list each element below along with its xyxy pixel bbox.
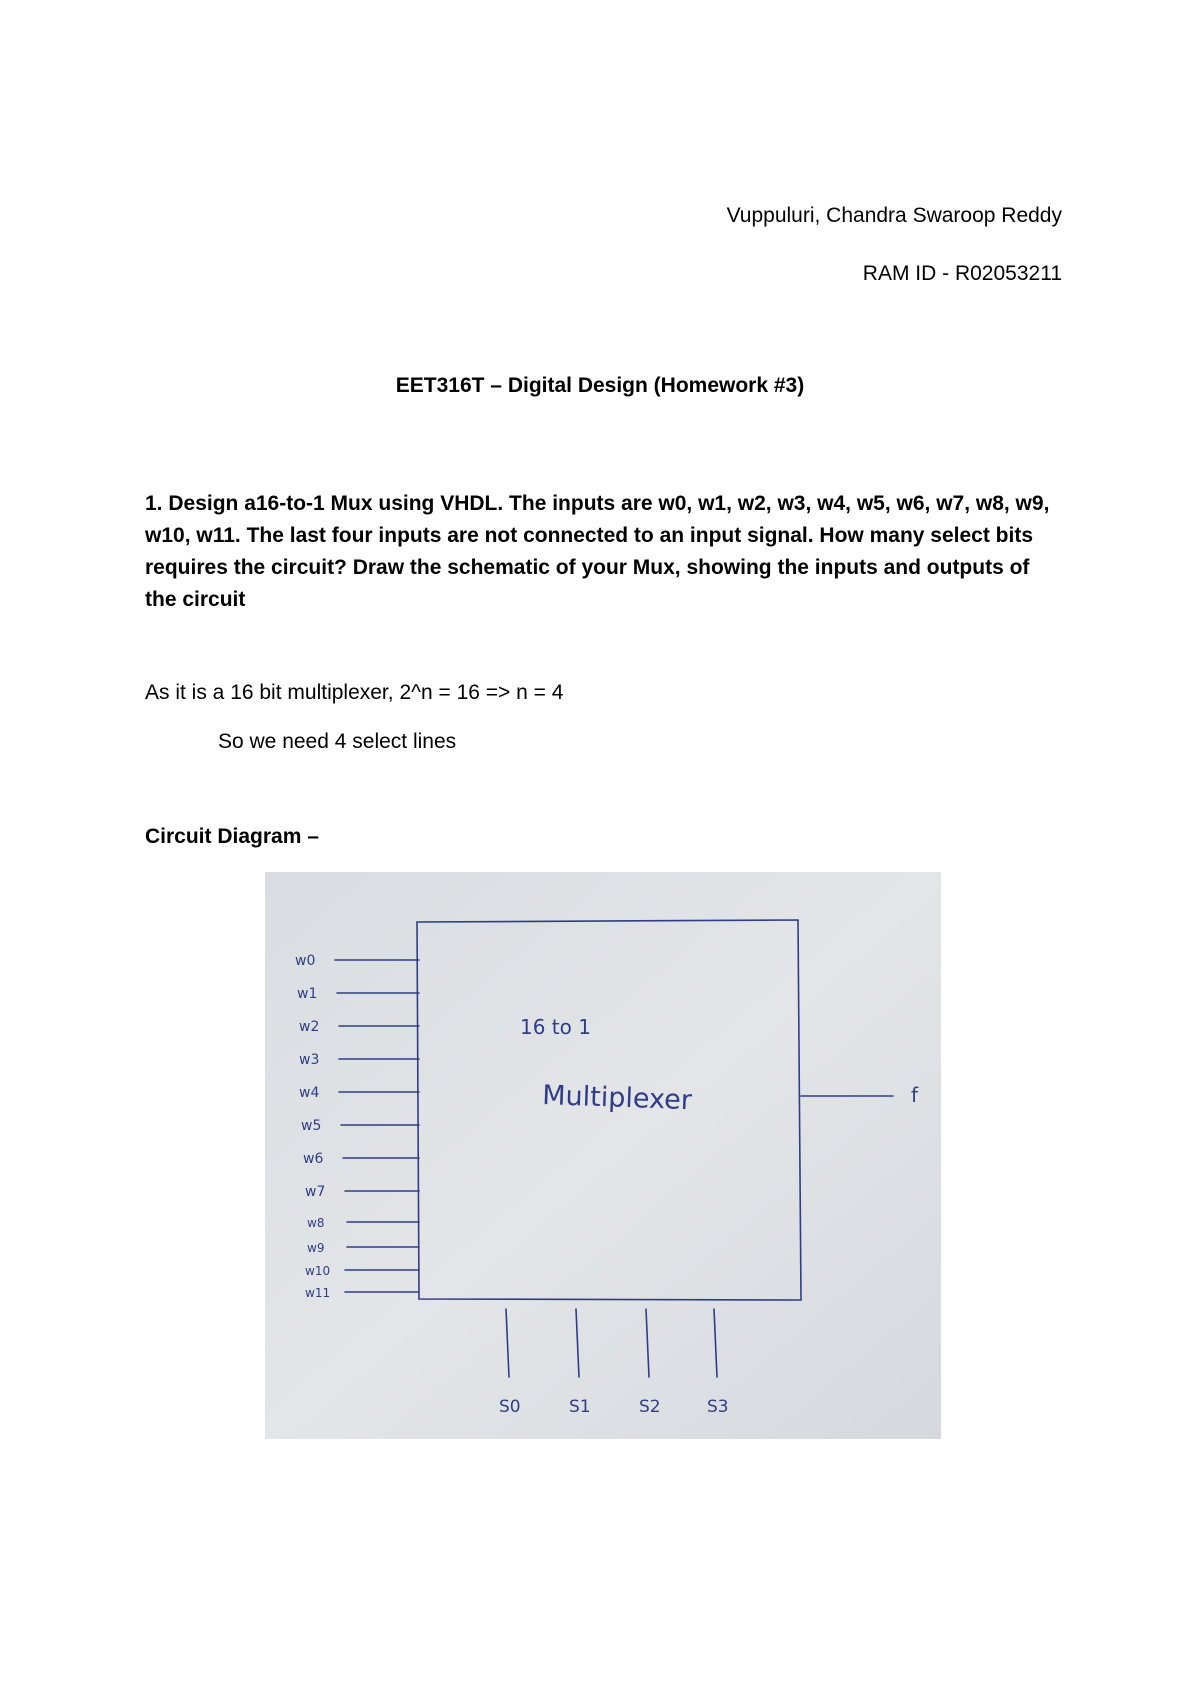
select-label-S1: S1	[569, 1397, 591, 1417]
input-label-w3: w3	[299, 1052, 320, 1068]
output-label: f	[911, 1083, 919, 1107]
answer-conclusion: So we need 4 select lines	[218, 730, 457, 753]
input-label-w1: w1	[297, 986, 318, 1002]
input-label-w8: w8	[307, 1216, 325, 1230]
ram-id: RAM ID - R02053211	[862, 262, 1062, 285]
diagram-heading: Circuit Diagram –	[145, 825, 319, 848]
author-name: Vuppuluri, Chandra Swaroop Reddy	[726, 204, 1062, 227]
input-label-w2: w2	[299, 1019, 320, 1035]
select-label-S2: S2	[639, 1397, 661, 1417]
circuit-diagram-photo	[265, 872, 941, 1439]
answer-calculation: As it is a 16 bit multiplexer, 2^n = 16 => n = 4	[145, 681, 564, 704]
input-label-w6: w6	[303, 1151, 324, 1167]
paper-background	[265, 872, 941, 1439]
input-label-w9: w9	[307, 1241, 325, 1255]
input-label-w0: w0	[295, 953, 316, 969]
input-label-w10: w10	[305, 1264, 331, 1278]
block-label-name: Multiplexer	[541, 1080, 693, 1117]
input-label-w7: w7	[305, 1184, 326, 1200]
block-label-ratio: 16 to 1	[520, 1015, 591, 1039]
page-title: EET316T – Digital Design (Homework #3)	[395, 374, 805, 397]
input-label-w4: w4	[299, 1085, 320, 1101]
question-text: 1. Design a16-to-1 Mux using VHDL. The inputs are w0, w1, w2, w3, w4, w5, w6, w7, w8, w9, w10, w11. The last four inputs are not connected to an input signal. How many select bits requires the circuit? Draw the schematic of your Mux, showing the inputs and outputs of the circuit	[145, 492, 1050, 611]
input-label-w5: w5	[301, 1118, 322, 1134]
input-label-w11: w11	[305, 1286, 331, 1300]
select-label-S0: S0	[499, 1397, 521, 1417]
select-label-S3: S3	[707, 1397, 729, 1417]
